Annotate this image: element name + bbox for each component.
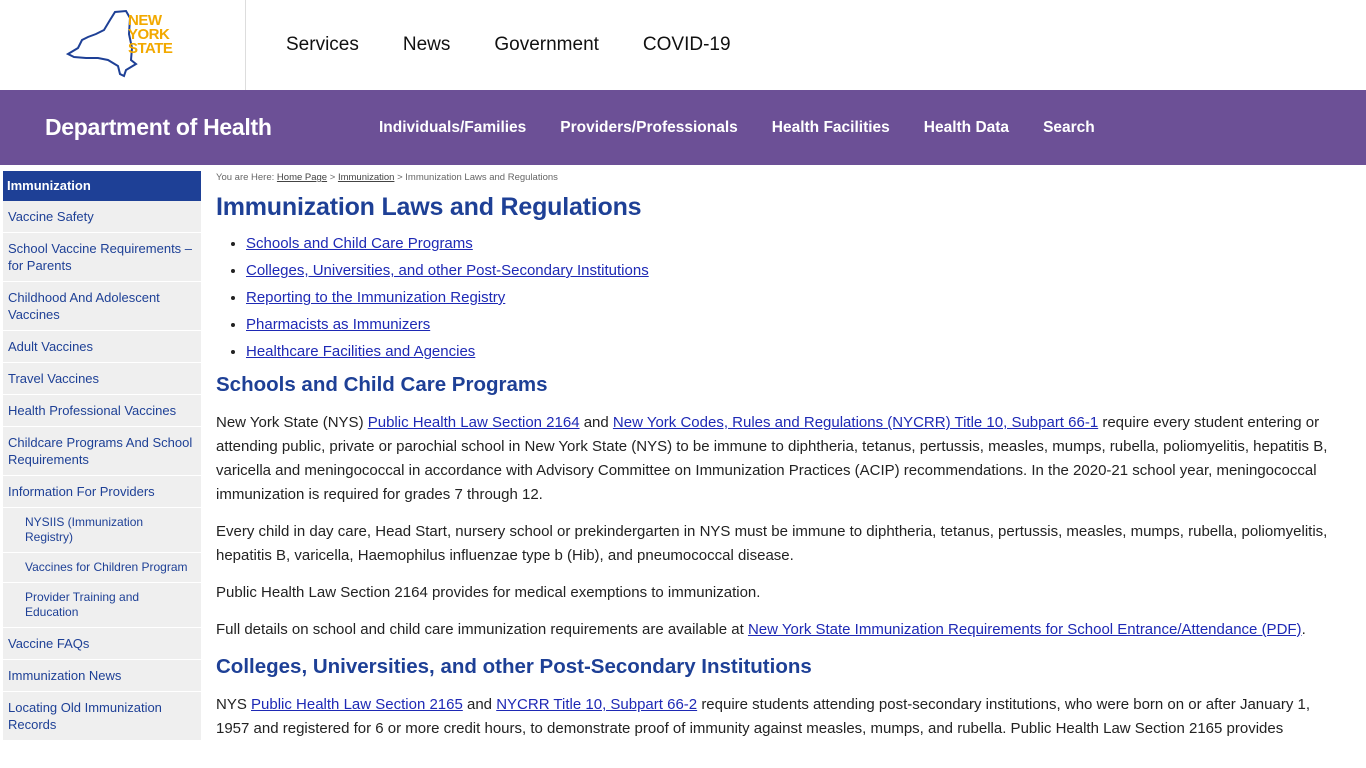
breadcrumb-home[interactable]: Home Page xyxy=(276,172,328,183)
logo-word: YORK xyxy=(128,26,170,43)
sidebar-item-old-records[interactable] xyxy=(3,692,201,741)
dept-nav-search[interactable]: Search xyxy=(1043,118,1095,136)
sidebar-subitem-nysiis[interactable] xyxy=(3,508,201,553)
sidebar-item-travel-vaccines[interactable] xyxy=(3,363,201,395)
text: New York State (NYS) xyxy=(216,414,364,431)
sidebar-item-faqs[interactable] xyxy=(3,628,201,660)
sidebar-link[interactable]: Locating Old Immunization Records xyxy=(8,700,162,732)
sidebar-subitem-vfc[interactable] xyxy=(3,553,201,583)
sidebar-link[interactable]: Vaccine Safety xyxy=(8,209,94,224)
dept-nav-health-data[interactable]: Health Data xyxy=(923,118,1010,136)
sidebar-link[interactable]: NYSIIS (Immunization Registry) xyxy=(25,515,144,544)
sidebar-item-vaccine-safety[interactable] xyxy=(3,201,201,233)
main-content xyxy=(216,171,1346,754)
sidebar-link[interactable]: School Vaccine Requirements – for Parents xyxy=(8,241,193,273)
table-of-contents xyxy=(216,234,1346,361)
department-nav xyxy=(362,90,1112,165)
link-nycrr-66-1[interactable]: New York Codes, Rules and Regulations (NYCRR) Title 10, Subpart 66-1 xyxy=(612,414,1099,431)
breadcrumb-prefix: You are Here: xyxy=(216,172,275,183)
breadcrumb-separator: > xyxy=(397,172,403,183)
text: Full details on school and child care immunization requirements are available at xyxy=(216,621,744,638)
link-phl-2165[interactable]: Public Health Law Section 2165 xyxy=(251,696,463,713)
link-phl-2164[interactable]: Public Health Law Section 2164 xyxy=(367,414,580,431)
sidebar-link[interactable]: Information For Providers xyxy=(8,484,155,499)
schools-paragraph-4 xyxy=(216,618,1346,642)
sidebar-link[interactable]: Childhood And Adolescent Vaccines xyxy=(8,290,160,322)
toc-link-registry[interactable]: Reporting to the Immunization Registry xyxy=(246,289,506,306)
sidebar-link[interactable]: Health Professional Vaccines xyxy=(8,403,177,418)
dept-nav-facilities[interactable]: Health Facilities xyxy=(771,118,890,136)
global-nav xyxy=(264,0,753,90)
toc-link-schools[interactable]: Schools and Child Care Programs xyxy=(246,235,473,252)
sidebar-link[interactable]: Childcare Programs And School Requirements xyxy=(8,435,193,467)
section-heading-colleges: Colleges, Universities, and other Post-Secondary Institutions xyxy=(216,655,812,678)
sidebar-item-school-requirements[interactable] xyxy=(3,233,201,282)
text: require students attending post-secondary institutions, who were born on or after January 1, 1957 and registered for 6 or more credit hours, to demonstrate proof of immunity against measles, mumps, and rubella. Public Health Law Section 2165 provides xyxy=(216,696,1310,737)
nys-logo[interactable] xyxy=(0,0,246,90)
breadcrumb xyxy=(216,172,1346,183)
nav-government[interactable]: Government xyxy=(494,34,599,55)
text: NYS xyxy=(216,696,247,713)
nav-news[interactable]: News xyxy=(402,34,451,55)
text: and xyxy=(467,696,493,713)
text: require every student entering or attending public, private or parochial school in New York State (NYS) to be immune to diphtheria, tetanus, pertussis, measles, mumps, rubella, poliomyelitis, hepatitis B, varicella and meningococcal in accordance with Advisory Committee on Immunization Practices (ACIP) recommendations. In the 2020-21 school year, meningococcal immunization is required for grades 7 through 12. xyxy=(216,414,1328,503)
global-header xyxy=(0,0,1366,90)
toc-item xyxy=(246,342,1346,361)
sidebar-subitem-training[interactable] xyxy=(3,583,201,628)
schools-paragraph-2: Every child in day care, Head Start, nursery school or prekindergarten in NYS must be immune to diphtheria, tetanus, pertussis, measles, mumps, rubella, poliomyelitis, hepatitis B, varicella, Haemophilus influenzae type b (Hib), and pneumococcal disease. xyxy=(216,523,1328,564)
toc-item xyxy=(246,288,1346,307)
link-nycrr-66-2[interactable]: NYCRR Title 10, Subpart 66-2 xyxy=(496,696,698,713)
department-bar xyxy=(0,90,1366,165)
toc-item xyxy=(246,234,1346,253)
sidebar xyxy=(3,171,201,741)
section-heading-schools: Schools and Child Care Programs xyxy=(216,373,548,396)
schools-paragraph-3: Public Health Law Section 2164 provides for medical exemptions to immunization. xyxy=(216,584,761,601)
sidebar-item-news[interactable] xyxy=(3,660,201,692)
sidebar-link[interactable]: Vaccines for Children Program xyxy=(25,560,188,574)
sidebar-item-health-professional[interactable] xyxy=(3,395,201,427)
dept-nav-providers[interactable]: Providers/Professionals xyxy=(560,118,738,136)
link-school-requirements-pdf[interactable]: New York State Immunization Requirements for School Entrance/Attendance (PDF) xyxy=(747,621,1302,638)
breadcrumb-section[interactable]: Immunization xyxy=(337,172,395,183)
toc-item xyxy=(246,261,1346,280)
toc-link-facilities[interactable]: Healthcare Facilities and Agencies xyxy=(246,343,476,360)
page-title: Immunization Laws and Regulations xyxy=(216,193,642,221)
sidebar-heading[interactable]: Immunization xyxy=(3,171,201,201)
schools-paragraph-1 xyxy=(216,411,1346,507)
department-title[interactable]: Department of Health xyxy=(45,114,272,140)
sidebar-link[interactable]: Travel Vaccines xyxy=(8,371,100,386)
text: and xyxy=(583,414,609,431)
sidebar-item-childcare-programs[interactable] xyxy=(3,427,201,476)
colleges-paragraph-1 xyxy=(216,693,1346,741)
toc-link-colleges[interactable]: Colleges, Universities, and other Post-Secondary Institutions xyxy=(246,262,649,279)
sidebar-link[interactable]: Vaccine FAQs xyxy=(8,636,90,651)
logo-word: NEW xyxy=(128,12,162,29)
sidebar-item-adult-vaccines[interactable] xyxy=(3,331,201,363)
sidebar-item-providers[interactable] xyxy=(3,476,201,508)
nav-covid-19[interactable]: COVID-19 xyxy=(642,34,731,55)
dept-nav-individuals[interactable]: Individuals/Families xyxy=(379,118,527,136)
breadcrumb-current: Immunization Laws and Regulations xyxy=(405,172,558,183)
sidebar-link[interactable]: Immunization News xyxy=(8,668,122,683)
logo-word: STATE xyxy=(128,40,173,57)
logo-wordmark xyxy=(128,14,188,56)
sidebar-link[interactable]: Adult Vaccines xyxy=(8,339,94,354)
toc-link-pharmacists[interactable]: Pharmacists as Immunizers xyxy=(246,316,431,333)
sidebar-item-childhood-vaccines[interactable] xyxy=(3,282,201,331)
toc-item xyxy=(246,315,1346,334)
text: . xyxy=(1301,621,1306,638)
sidebar-link[interactable]: Provider Training and Education xyxy=(25,590,140,619)
nav-services[interactable]: Services xyxy=(286,34,359,55)
breadcrumb-separator: > xyxy=(329,172,336,183)
